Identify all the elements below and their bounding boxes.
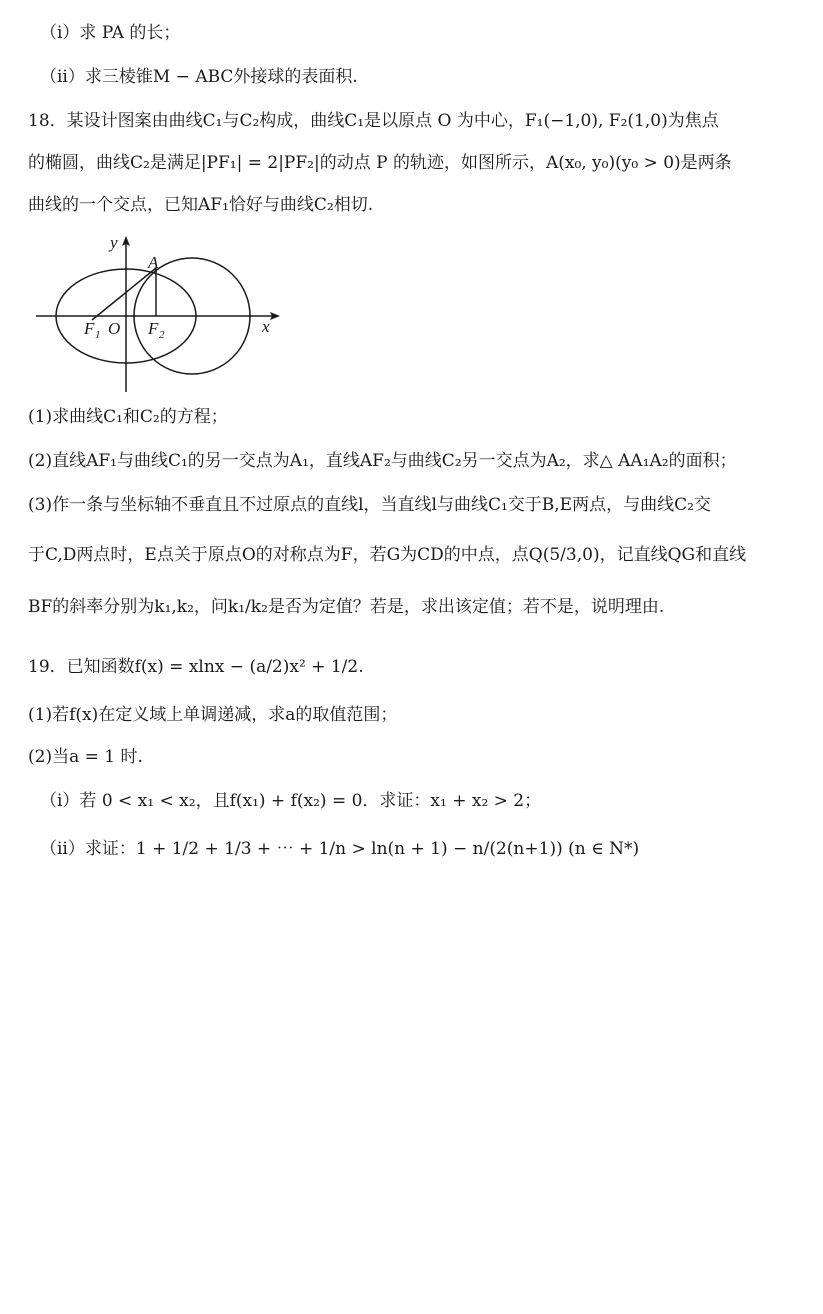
segment-af1: [92, 268, 156, 320]
p19-q2-i-text: （i）若 0 < x₁ < x₂，且f(x₁) + f(x₂) = 0．求证：x₁ + x₂ > 2；: [40, 791, 542, 811]
p19-q2-i: [40, 790, 541, 812]
p18-line-1-text: 18．某设计图案由曲线C₁与C₂构成，曲线C₁是以原点 O 为中心，F₁(−1,0), F₂(1,0)为焦点: [28, 111, 719, 131]
p18-q1-text: (1)求曲线C₁和C₂的方程；: [28, 407, 228, 427]
p18-q3-line-1-text: (3)作一条与坐标轴不垂直且不过原点的直线l，当直线l与曲线C₁交于B,E两点，与曲线C₂交: [28, 495, 711, 515]
p18-q2: [28, 450, 737, 472]
p19-q2-ii: [40, 838, 639, 860]
label-f1-sub: 1: [95, 329, 101, 341]
p17-item-ii: [40, 66, 358, 88]
p18-line-2-text: 的椭圆，曲线C₂是满足|PF₁| = 2|PF₂|的动点 P 的轨迹，如图所示，A(x₀, y₀)(y₀ > 0)是两条: [28, 153, 732, 173]
p18-q3-line-2: [28, 544, 746, 566]
p18-q3-line-1: [28, 494, 711, 516]
p17-item-ii-text: （ii）求三棱锥M − ABC外接球的表面积.: [40, 67, 358, 87]
p19-q2-text: (2)当a = 1 时.: [28, 747, 143, 767]
label-f1: F: [84, 319, 95, 338]
p18-line-2: [28, 152, 732, 174]
p19-q2: [28, 746, 143, 768]
p18-line-3: [28, 194, 373, 216]
p17-item-i: [40, 22, 180, 44]
label-a: A: [148, 253, 159, 272]
p19-q1-text: (1)若f(x)在定义域上单调递减，求a的取值范围；: [28, 705, 398, 725]
label-y: y: [110, 233, 118, 252]
p18-q3-line-2-text: 于C,D两点时，E点关于原点O的对称点为F，若G为CD的中点，点Q(5/3,0)，记直线QG和直线: [28, 545, 747, 565]
p19-q2-ii-text: （ii）求证：1 + 1/2 + 1/3 + ⋯ + 1/n > ln(n + 1) − n/(2(n+1)) (n ∈ N*): [40, 839, 640, 859]
p19-line-1: [28, 656, 364, 678]
ellipse-circle-figure: [28, 228, 288, 396]
p18-q2-text: (2)直线AF₁与曲线C₁的另一交点为A₁，直线AF₂与曲线C₂另一交点为A₂，求△ AA₁A₂的面积；: [28, 451, 737, 471]
p18-line-1: [28, 110, 719, 132]
p18-q3-line-3: [28, 596, 664, 618]
p18-q1: [28, 406, 228, 428]
label-x: x: [262, 317, 270, 336]
p19-q1: [28, 704, 397, 726]
label-f2-sub: 2: [159, 329, 165, 341]
label-f2: F: [148, 319, 159, 338]
p18-q3-line-3-text: BF的斜率分别为k₁,k₂，问k₁/k₂是否为定值？若是，求出该定值；若不是，说明理由.: [28, 597, 665, 617]
label-o: O: [108, 319, 121, 338]
p18-line-3-text: 曲线的一个交点，已知AF₁恰好与曲线C₂相切.: [28, 195, 374, 215]
p17-item-i-text: （i）求 PA 的长；: [40, 23, 181, 43]
p19-line-1-text: 19．已知函数f(x) = xlnx − (a/2)x² + 1/2.: [28, 657, 364, 677]
